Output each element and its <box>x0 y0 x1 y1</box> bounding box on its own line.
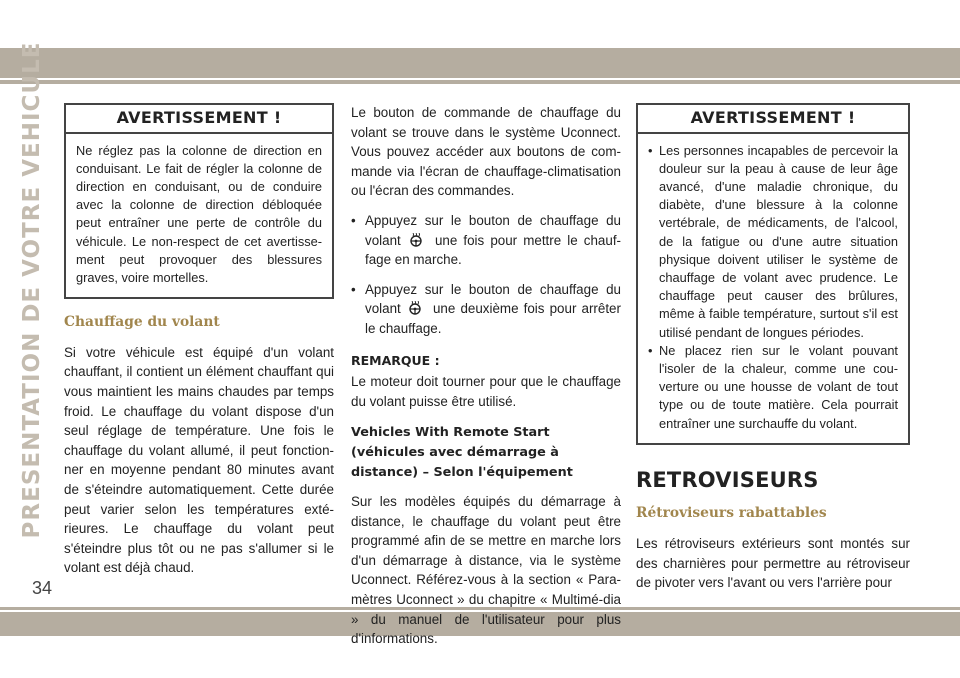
remote-start-text: Sur les modèles équipés du démarrage à distance, le chauffage du volant peut être programmé afin de se mettre en marche lors d'un démarrage à distance, via le système Uconnect. Référez-vous à la section « Para-mètres Uconnect » du chapitre « Multimé-dia » du manuel de l'utilisateur pour plus d'informations. <box>351 494 621 647</box>
column-middle <box>351 103 621 659</box>
warning-body <box>638 134 908 443</box>
folding-mirrors-text: Les rétroviseurs extérieurs sont montés sur des charnières pour permettre au rétroviseur de pivoter vers l'avant ou vers l'arrière pour <box>636 536 910 591</box>
warning-title: AVERTISSEMENT ! <box>638 105 908 134</box>
warning-text: Ne réglez pas la colonne de direction en conduisant. Le fait de régler la colonne de direction en conduisant, ou de conduire avec la colonne de direction débloquée peut entraîner une perte de contrôle du véhicule. Le non-respect de cet avertisse-ment peut provoquer des blessures graves, voire mortelles. <box>76 142 322 286</box>
warning-box-steering-column <box>64 103 334 299</box>
mirrors-heading: RETROVISEURS <box>636 467 819 492</box>
top-margin <box>0 0 960 48</box>
bullet-turn-off <box>351 280 621 339</box>
warning-list <box>648 142 898 433</box>
page-number: 34 <box>32 578 53 598</box>
header-rule <box>0 80 960 84</box>
heated-steering-wheel-icon <box>409 233 423 247</box>
header-bar <box>0 48 960 78</box>
note-label: REMARQUE : <box>351 352 440 368</box>
warning-title: AVERTISSEMENT ! <box>66 105 332 134</box>
remote-start-heading: Vehicles With Remote Start (véhicules avec démarrage à distance) – Selon l'équipement <box>351 425 573 480</box>
column-right <box>636 103 910 603</box>
bullet-turn-on <box>351 211 621 270</box>
control-intro-text: Le bouton de commande de chauffage du volant se trouve dans le système Uconnect. Vous pouvez accéder aux boutons de com-mande via l'écran de chauffage-climatisation ou l'écran des commandes. <box>351 105 621 199</box>
note-text: Le moteur doit tourner pour que le chauffage du volant puisse être utilisé. <box>351 374 621 409</box>
chapter-side-title: PRESENTATION DE VOTRE VEHICULE <box>19 41 45 539</box>
bullet-turn-off-text-a: Appuyez sur le bouton de chauffage du volant <box>365 281 621 317</box>
bullet-turn-off-text-b: une deuxième fois pour arrêter le chauffage. <box>365 301 621 336</box>
warning-body <box>66 134 332 298</box>
warning-item: • Ne placez rien sur le volant pouvant l'isoler de la chaleur, comme une cou-verture ou une housse de volant de tout type ou de toute matière. Cela pourrait entraîner une surchauffe du volant. <box>648 342 898 433</box>
heated-steering-wheel-icon <box>408 301 422 315</box>
warning-item: • Les personnes incapables de percevoir la douleur sur la peau à cause de leur âge avancé, d'une maladie chronique, du diabète, d'une blessure à la colonne vertébrale, de médicaments, de l'alcool, de la fatigue ou d'une autre situation physique doivent utiliser le système de chauffage de volant avec prudence. Le chauffage peut causer des brûlures, même à faible température, surtout s'il est utilisé pendant de longues périodes. <box>648 142 898 342</box>
bullet-turn-on-text-b: une fois pour mettre le chauf-fage en marche. <box>365 232 621 268</box>
column-left <box>64 103 334 588</box>
warning-box-heated-wheel <box>636 103 910 445</box>
bullet-turn-on-text-a: Appuyez sur le bouton de chauffage du volant <box>365 212 621 248</box>
folding-mirrors-heading: Rétroviseurs rabattables <box>636 505 827 522</box>
heated-wheel-text: Si votre véhicule est équipé d'un volant chauffant, il contient un élément chauffant qui vous maintient les mains chaudes par temps froid. Le chauffage du volant dispose d'un seul réglage de température. Une fois le chauffage du volant allumé, il peut fonction-ner en moyenne pendant 80 minutes avant de s'éteindre automatiquement. Cette durée peut varier selon les températures exté-rieures. Le chauffage du volant peut s'éteindre plus tôt ou ne pas s'allumer si le volant est déjà chaud. <box>64 344 334 576</box>
heated-wheel-heading: Chauffage du volant <box>64 314 220 331</box>
